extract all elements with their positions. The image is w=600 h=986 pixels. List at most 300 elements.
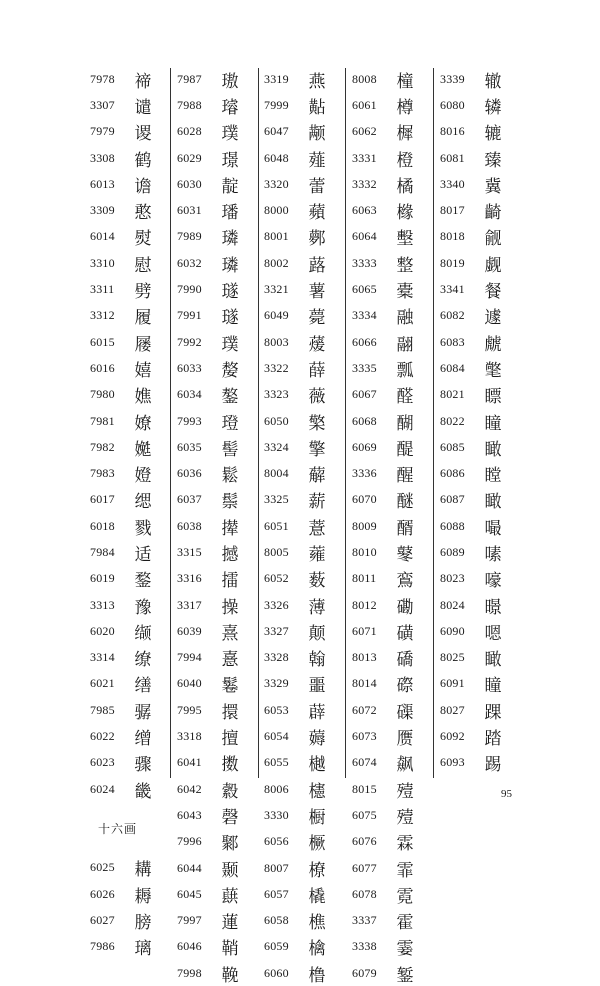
- entry-row: [90, 197, 176, 223]
- entry-character: 戮: [134, 518, 152, 539]
- entry-row: [264, 513, 350, 539]
- entry-row: [177, 566, 263, 592]
- entry-row: [177, 434, 263, 460]
- entry-character: 蕻: [221, 886, 239, 907]
- entry-character: 氅: [484, 360, 502, 381]
- entry-row: [264, 697, 350, 723]
- entry-character: 飙: [396, 755, 414, 776]
- entry-code: 8018: [440, 229, 465, 244]
- entry-row: [440, 408, 526, 434]
- entry-code: 6081: [440, 150, 465, 165]
- entry-code: 7989: [177, 229, 202, 244]
- entry-code: 6028: [177, 124, 202, 139]
- entry-code: 7996: [177, 834, 202, 849]
- entry-character: 踢: [484, 755, 502, 776]
- entry-row: [90, 592, 176, 618]
- entry-character: 噩: [308, 676, 326, 697]
- entry-row: [352, 145, 438, 171]
- entry-character: 磺: [396, 623, 414, 644]
- entry-row: [440, 303, 526, 329]
- entry-row: [177, 92, 263, 118]
- entry-row: [264, 171, 350, 197]
- entry-code: 8025: [440, 650, 465, 665]
- entry-row: [264, 881, 350, 907]
- entry-character: 蕾: [308, 176, 326, 197]
- entry-row: [177, 881, 263, 907]
- entry-code: 7998: [177, 965, 202, 980]
- entry-character: 辘: [484, 124, 502, 145]
- entry-column-1: [90, 66, 176, 960]
- entry-row: [177, 460, 263, 486]
- entry-row: [352, 723, 438, 749]
- entry-row: [90, 329, 176, 355]
- entry-character: 畿: [134, 781, 152, 802]
- entry-code: 7984: [90, 544, 115, 559]
- entry-character: 嗯: [484, 623, 502, 644]
- entry-row: [264, 776, 350, 802]
- entry-character: 醒: [396, 466, 414, 487]
- entry-row: [440, 539, 526, 565]
- entry-character: 颞: [221, 860, 239, 881]
- entry-row: [177, 934, 263, 960]
- entry-row: [352, 750, 438, 776]
- entry-character: 憙: [221, 650, 239, 671]
- entry-row: [177, 382, 263, 408]
- entry-character: 醐: [396, 413, 414, 434]
- entry-character: 嫽: [134, 413, 152, 434]
- entry-row: [177, 250, 263, 276]
- entry-character: 蕗: [308, 255, 326, 276]
- entry-row: [352, 697, 438, 723]
- entry-code: 6054: [264, 729, 289, 744]
- entry-row: [264, 276, 350, 302]
- entry-row: [90, 66, 176, 92]
- entry-code: 6083: [440, 334, 465, 349]
- entry-row: [90, 434, 176, 460]
- entry-code: 6013: [90, 176, 115, 191]
- entry-row: [352, 829, 438, 855]
- entry-code: 6035: [177, 439, 202, 454]
- entry-character: 磜: [396, 676, 414, 697]
- page-number: 95: [501, 788, 512, 800]
- entry-character: 骤: [134, 755, 152, 776]
- entry-character: 薅: [308, 729, 326, 750]
- entry-character: 璘: [221, 255, 239, 276]
- entry-character: 嫠: [221, 360, 239, 381]
- entry-row: [264, 355, 350, 381]
- entry-character: 擐: [221, 702, 239, 723]
- entry-code: 6034: [177, 387, 202, 402]
- entry-row: [90, 224, 176, 250]
- entry-code: 3332: [352, 176, 377, 191]
- entry-character: 擅: [221, 729, 239, 750]
- entry-row: [90, 671, 176, 697]
- entry-character: 缬: [134, 623, 152, 644]
- entry-row: [264, 592, 350, 618]
- entry-row: [264, 618, 350, 644]
- entry-character: 鬈: [221, 676, 239, 697]
- entry-code: 6038: [177, 518, 202, 533]
- entry-row: [177, 329, 263, 355]
- entry-character: 嬉: [134, 360, 152, 381]
- entry-row: [264, 539, 350, 565]
- entry-character: 蕹: [308, 544, 326, 565]
- entry-row: [440, 355, 526, 381]
- entry-code: 8027: [440, 702, 465, 717]
- entry-character: 遽: [484, 308, 502, 329]
- entry-code: 8007: [264, 860, 289, 875]
- entry-character: 踝: [484, 702, 502, 723]
- entry-code: 6042: [177, 781, 202, 796]
- entry-row: [177, 645, 263, 671]
- entry-character: 橼: [396, 203, 414, 224]
- entry-character: 薨: [308, 308, 326, 329]
- entry-code: 6036: [177, 466, 202, 481]
- entry-code: 6057: [264, 886, 289, 901]
- entry-character: 薇: [308, 387, 326, 408]
- entry-row: [177, 618, 263, 644]
- entry-character: 瞳: [484, 676, 502, 697]
- entry-code: 3337: [352, 913, 377, 928]
- entry-row: [177, 145, 263, 171]
- entry-character: 蓮: [221, 913, 239, 934]
- entry-character: 膀: [134, 912, 152, 933]
- entry-character: 齮: [484, 203, 502, 224]
- entry-character: 豫: [134, 597, 152, 618]
- entry-row: [264, 645, 350, 671]
- entry-character: 薯: [308, 282, 326, 303]
- entry-row: [90, 934, 176, 960]
- entry-character: 璒: [221, 413, 239, 434]
- entry-row: [264, 723, 350, 749]
- entry-row: [352, 382, 438, 408]
- entry-character: 璘: [221, 229, 239, 250]
- entry-character: 嗉: [484, 544, 502, 565]
- entry-character: 殪: [396, 781, 414, 802]
- entry-row: [177, 197, 263, 223]
- entry-code: 6027: [90, 912, 115, 927]
- entry-code: 7999: [264, 97, 289, 112]
- entry-character: 薮: [308, 571, 326, 592]
- entry-row: [440, 145, 526, 171]
- entry-character: 霖: [396, 834, 414, 855]
- entry-code: 6026: [90, 886, 115, 901]
- entry-row: [352, 66, 438, 92]
- entry-row: [352, 487, 438, 513]
- entry-character: 嫶: [134, 387, 152, 408]
- entry-character: 缌: [134, 492, 152, 513]
- entry-code: 7979: [90, 124, 115, 139]
- entry-code: 3336: [352, 466, 377, 481]
- entry-code: 6061: [352, 97, 377, 112]
- entry-code: 6075: [352, 807, 377, 822]
- entry-character: 熹: [221, 623, 239, 644]
- entry-code: 6031: [177, 203, 202, 218]
- entry-character: 瞰: [484, 439, 502, 460]
- entry-character: 鏊: [221, 387, 239, 408]
- entry-character: 殪: [396, 807, 414, 828]
- entry-row: [352, 276, 438, 302]
- entry-row: [90, 513, 176, 539]
- entry-code: 8022: [440, 413, 465, 428]
- entry-row: [264, 750, 350, 776]
- entry-character: 醛: [396, 387, 414, 408]
- entry-row: [177, 408, 263, 434]
- entry-code: 6089: [440, 544, 465, 559]
- entry-row: [264, 329, 350, 355]
- entry-row: [352, 408, 438, 434]
- entry-character: 翮: [396, 334, 414, 355]
- entry-character: 鬆: [221, 466, 239, 487]
- entry-character: 撵: [221, 518, 239, 539]
- entry-row: [352, 224, 438, 250]
- entry-character: 撼: [221, 544, 239, 565]
- entry-row: [177, 303, 263, 329]
- entry-code: 8004: [264, 466, 289, 481]
- entry-row: [177, 697, 263, 723]
- entry-row: [440, 92, 526, 118]
- entry-code: 8024: [440, 597, 465, 612]
- entry-character: 璟: [221, 150, 239, 171]
- entry-character: 慰: [134, 255, 152, 276]
- entry-code: 8002: [264, 255, 289, 270]
- entry-code: 6090: [440, 623, 465, 638]
- entry-character: 鹤: [134, 150, 152, 171]
- entry-code: 3339: [440, 71, 465, 86]
- entry-code: 8006: [264, 781, 289, 796]
- entry-code: 6085: [440, 439, 465, 454]
- entry-code: 6065: [352, 282, 377, 297]
- entry-character: 屦: [134, 334, 152, 355]
- entry-row: [177, 539, 263, 565]
- entry-character: 薜: [308, 702, 326, 723]
- entry-code: 3316: [177, 571, 202, 586]
- entry-character: 薄: [308, 597, 326, 618]
- entry-code: 8019: [440, 255, 465, 270]
- entry-column-3: [264, 66, 350, 986]
- entry-code: 3334: [352, 308, 377, 323]
- entry-character: 橐: [396, 282, 414, 303]
- entry-row: [440, 434, 526, 460]
- entry-character: 瓢: [396, 360, 414, 381]
- entry-row: [352, 119, 438, 145]
- entry-character: 霎: [396, 939, 414, 960]
- entry-row: [90, 907, 176, 933]
- entry-character: 擞: [221, 755, 239, 776]
- entry-character: 燕: [308, 71, 326, 92]
- entry-character: 靛: [221, 176, 239, 197]
- entry-row: [177, 171, 263, 197]
- stroke-count-header: 十六画: [98, 821, 138, 836]
- entry-character: 蕿: [308, 334, 326, 355]
- entry-row: [264, 145, 350, 171]
- entry-code: 6047: [264, 124, 289, 139]
- entry-row: [440, 276, 526, 302]
- entry-code: 3309: [90, 203, 115, 218]
- entry-code: 7982: [90, 439, 115, 454]
- entry-code: 8008: [352, 71, 377, 86]
- entry-code: 6032: [177, 255, 202, 270]
- entry-character: 适: [134, 544, 152, 565]
- entry-code: 6020: [90, 623, 115, 638]
- entry-code: 6064: [352, 229, 377, 244]
- entry-code: 7997: [177, 913, 202, 928]
- entry-row: [352, 539, 438, 565]
- entry-character: 鍪: [134, 571, 152, 592]
- entry-character: 禘: [134, 71, 152, 92]
- entry-row: [177, 119, 263, 145]
- entry-row: [90, 539, 176, 565]
- entry-row: [90, 487, 176, 513]
- entry-row: [440, 750, 526, 776]
- entry-row: [177, 776, 263, 802]
- entry-row: [352, 303, 438, 329]
- entry-code: 3314: [90, 650, 115, 665]
- entry-code: 6073: [352, 729, 377, 744]
- entry-row: [90, 566, 176, 592]
- entry-column-2: [177, 66, 263, 986]
- entry-code: 6059: [264, 939, 289, 954]
- entry-row: [440, 513, 526, 539]
- entry-character: 黇: [308, 97, 326, 118]
- entry-character: 璞: [221, 124, 239, 145]
- entry-code: 6067: [352, 387, 377, 402]
- entry-code: 8015: [352, 781, 377, 796]
- entry-code: 3328: [264, 650, 289, 665]
- entry-character: 醑: [396, 518, 414, 539]
- entry-code: 6078: [352, 886, 377, 901]
- entry-row: [352, 197, 438, 223]
- entry-row: [352, 881, 438, 907]
- entry-row: [264, 487, 350, 513]
- entry-character: 薤: [308, 150, 326, 171]
- entry-character: 履: [134, 308, 152, 329]
- entry-code: 8003: [264, 334, 289, 349]
- entry-character: 缭: [134, 650, 152, 671]
- entry-character: 踏: [484, 729, 502, 750]
- entry-row: [352, 645, 438, 671]
- entry-code: 6049: [264, 308, 289, 323]
- entry-code: 6072: [352, 702, 377, 717]
- entry-code: 6029: [177, 150, 202, 165]
- entry-code: 6069: [352, 439, 377, 454]
- entry-code: 6058: [264, 913, 289, 928]
- entry-character: 霏: [396, 860, 414, 881]
- entry-code: 3313: [90, 597, 115, 612]
- entry-code: 6084: [440, 360, 465, 375]
- entry-character: 墼: [396, 229, 414, 250]
- entry-code: 6017: [90, 492, 115, 507]
- entry-row: [440, 618, 526, 644]
- entry-row: [440, 487, 526, 513]
- entry-character: 辚: [484, 97, 502, 118]
- entry-row: [177, 513, 263, 539]
- entry-character: 整: [396, 255, 414, 276]
- entry-code: 3307: [90, 97, 115, 112]
- entry-code: 7983: [90, 466, 115, 481]
- entry-character: 嬔: [134, 439, 152, 460]
- entry-character: 缮: [134, 676, 152, 697]
- entry-row: [264, 197, 350, 223]
- entry-row: [177, 224, 263, 250]
- entry-character: 璃: [134, 939, 152, 960]
- entry-row: [90, 723, 176, 749]
- entry-code: 3320: [264, 176, 289, 191]
- entry-code: 6093: [440, 755, 465, 770]
- entry-character: 橱: [308, 807, 326, 828]
- entry-code: 8013: [352, 650, 377, 665]
- entry-code: 6024: [90, 781, 115, 796]
- entry-row: [264, 119, 350, 145]
- entry-row: [352, 934, 438, 960]
- entry-row: [352, 618, 438, 644]
- entry-row: [440, 329, 526, 355]
- entry-character: 臻: [484, 150, 502, 171]
- entry-row: [440, 566, 526, 592]
- entry-row: [177, 66, 263, 92]
- entry-code: 6039: [177, 623, 202, 638]
- entry-row: [177, 855, 263, 881]
- entry-row: [177, 355, 263, 381]
- entry-row: [264, 224, 350, 250]
- entry-code: 6086: [440, 466, 465, 481]
- entry-row: [90, 750, 176, 776]
- entry-code: 3333: [352, 255, 377, 270]
- entry-character: 礄: [396, 650, 414, 671]
- entry-character: 鵉: [396, 571, 414, 592]
- entry-code: 6022: [90, 729, 115, 744]
- entry-code: 6021: [90, 676, 115, 691]
- entry-character: 赝: [396, 729, 414, 750]
- entry-row: [90, 697, 176, 723]
- entry-row: [352, 460, 438, 486]
- entry-row: [264, 66, 350, 92]
- entry-code: 6030: [177, 176, 202, 191]
- entry-character: 鄹: [221, 834, 239, 855]
- entry-column-5: [440, 66, 526, 776]
- entry-character: 缯: [134, 729, 152, 750]
- entry-code: 6025: [90, 860, 115, 875]
- entry-character: 橹: [308, 965, 326, 986]
- entry-character: 鞘: [221, 939, 239, 960]
- entry-character: 橑: [308, 860, 326, 881]
- entry-row: [264, 460, 350, 486]
- entry-row: [177, 802, 263, 828]
- entry-character: 樽: [396, 97, 414, 118]
- entry-code: 6019: [90, 571, 115, 586]
- entry-character: 璲: [221, 308, 239, 329]
- entry-character: 璲: [221, 282, 239, 303]
- entry-code: 6053: [264, 702, 289, 717]
- entry-character: 錾: [396, 965, 414, 986]
- entry-row: [440, 697, 526, 723]
- entry-row: [177, 750, 263, 776]
- entry-code: 6051: [264, 518, 289, 533]
- entry-code: 8005: [264, 544, 289, 559]
- entry-code: 8017: [440, 203, 465, 218]
- entry-character: 颟: [308, 124, 326, 145]
- entry-code: 3310: [90, 255, 115, 270]
- entry-row: [177, 592, 263, 618]
- entry-code: 6071: [352, 623, 377, 638]
- entry-character: 醍: [396, 439, 414, 460]
- entry-row: [352, 802, 438, 828]
- entry-code: 3317: [177, 597, 202, 612]
- entry-code: 7981: [90, 413, 115, 428]
- entry-code: 7990: [177, 282, 202, 297]
- entry-code: 6063: [352, 203, 377, 218]
- entry-character: 辙: [484, 71, 502, 92]
